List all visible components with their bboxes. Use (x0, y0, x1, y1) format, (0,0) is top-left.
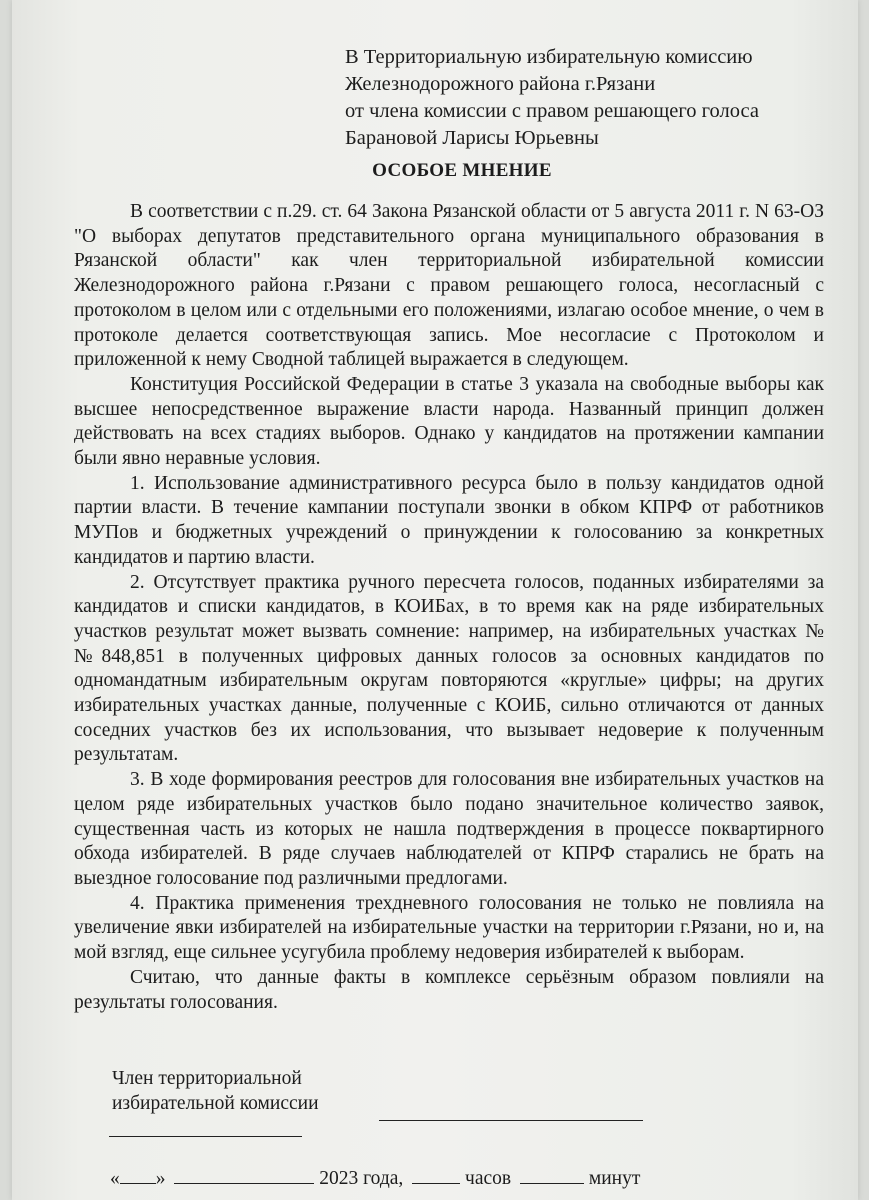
date-row (110, 1168, 810, 1190)
paragraph-point-2: 2. Отсутствует практика ручного пересчета голосов, поданных избирателями за кандидатов и списки кандидатов, в КОИБах, в то время как на ряде избирательных участков результат может вызвать сомнение: например, на избирательных участках №№848,851 в полученных цифровых данных голосов за основных кандидатов по одномандатным избирательным округам повторяются «круглые» цифры; на других избирательных участках данные, полученные с КОИБ, сильно отличаются от данных соседних участков без их использования, что вызывает недоверие к полученным результатам. (74, 571, 824, 766)
document-body (74, 200, 824, 1015)
paragraph-intro: В соответствии с п.29. ст. 64 Закона Рязанской области от 5 августа 2011 г. N 63-ОЗ "О выборах депутатов представительного органа муниципального образования в Рязанской области" как член территориальной избирательной комиссии Железнодорожного района г.Рязани с правом решающего голоса, несогласный с протоколом в целом или с отдельными его положениями, излагаю особое мнение, о чем в протоколе делается соответствующая запись. Мое несогласие с Протоколом и приложенной к нему Сводной таблицей выражается в следующем. (74, 201, 824, 371)
year-text: 2023 года, (319, 1168, 404, 1189)
paragraph-point-4: 4. Практика применения трехдневного голосования не только не повлияла на увеличение явки избирателей на избирательные участки на территории г.Рязани, но и, на мой взгляд, еще сильнее усугубила проблему недоверия избирателей к выборам. (74, 892, 824, 964)
document-sheet (12, 0, 858, 1200)
quote-close: » (155, 1168, 166, 1189)
addressee-block (345, 44, 845, 152)
paragraph-point-3: 3. В ходе формирования реестров для голосования вне избирательных участков на целом ряде избирательных участков было подано значительное количество заявок, существенная часть из которых не нашла подтверждения в процессе поквартирного обхода избирателей. В ряде случаев наблюдателей от КПРФ старались не брать на выездное голосование под различными предлогами. (74, 769, 824, 889)
hours-blank (412, 1182, 460, 1184)
document-title: ОСОБОЕ МНЕНИЕ (372, 160, 552, 181)
signature-label-line1: Член территориальной (112, 1068, 302, 1089)
minutes-blank (520, 1182, 584, 1184)
minutes-label: минут (588, 1168, 641, 1189)
signature-block (112, 1066, 672, 1116)
day-blank (120, 1182, 156, 1184)
addressee-line: В Территориальную избирательную комиссию (345, 46, 753, 68)
signature-label-line2: избирательной комиссии (112, 1093, 319, 1114)
addressee-line: Барановой Ларисы Юрьевны (345, 127, 599, 149)
quote-open: « (110, 1168, 120, 1189)
name-underline (109, 1136, 302, 1137)
addressee-line: от члена комиссии с правом решающего голоса (345, 100, 759, 122)
month-blank (174, 1182, 314, 1184)
paragraph-point-1: 1. Использование административного ресурса было в пользу кандидатов одной партии власти. В течение кампании поступали звонки в обком КПРФ от работников МУПов и бюджетных учреждений о принуждении к голосованию за конкретных кандидатов и партию власти. (74, 472, 824, 568)
hours-label: часов (465, 1168, 512, 1189)
signature-underline (379, 1120, 643, 1121)
addressee-line: Железнодорожного района г.Рязани (345, 73, 656, 95)
paragraph-conclusion: Считаю, что данные факты в комплексе серьёзным образом повлияли на результаты голосования. (74, 966, 824, 1013)
paragraph-constitution: Конституция Российской Федерации в статье 3 указала на свободные выборы как высшее непосредственное выражение власти народа. Названный принцип должен действовать на всех стадиях выборов. Однако у кандидатов на протяжении кампании были явно неравные условия. (74, 373, 824, 470)
